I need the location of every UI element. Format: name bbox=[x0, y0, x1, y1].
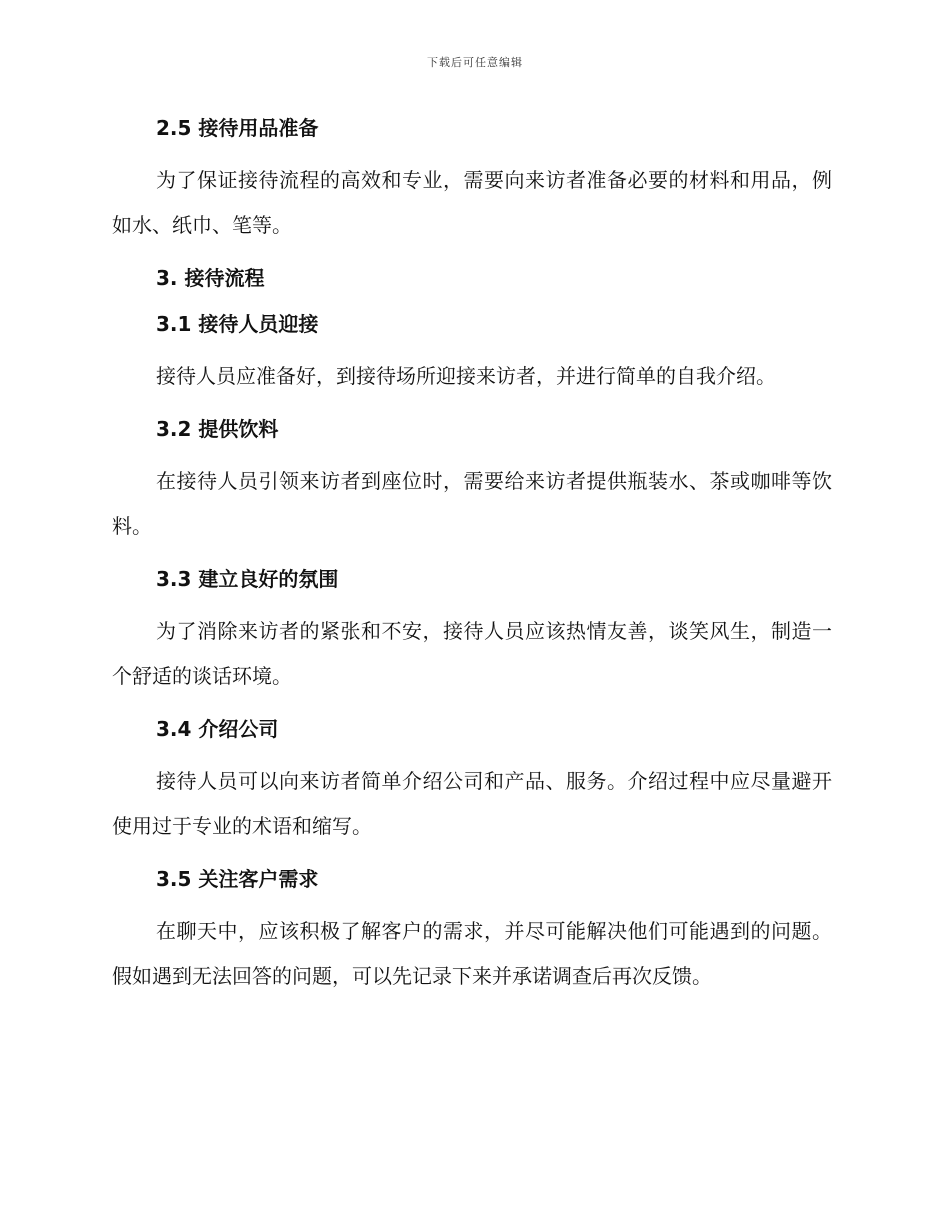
page-header: 下载后可任意编辑 bbox=[427, 56, 523, 69]
section-paragraph-3-2: 在接待人员引领来访者到座位时，需要给来访者提供瓶装水、茶或咖啡等饮料。 bbox=[112, 469, 832, 538]
section-heading-3-4: 3.4 介绍公司 bbox=[156, 717, 279, 741]
section-paragraph-3-5: 在聊天中，应该积极了解客户的需求，并尽可能解决他们可能遇到的问题。假如遇到无法回答的问题，可以先记录下来并承诺调查后再次反馈。 bbox=[112, 919, 832, 988]
section-paragraph-3-1: 接待人员应准备好，到接待场所迎接来访者，并进行简单的自我介绍。 bbox=[156, 364, 776, 388]
section-paragraph-3-3: 为了消除来访者的紧张和不安，接待人员应该热情友善，谈笑风生，制造一个舒适的谈话环境。 bbox=[112, 619, 832, 688]
section-paragraph-3-4: 接待人员可以向来访者简单介绍公司和产品、服务。介绍过程中应尽量避开使用过于专业的术语和缩写。 bbox=[112, 769, 832, 838]
section-heading-3-3: 3.3 建立良好的氛围 bbox=[156, 567, 339, 591]
section-heading-3-5: 3.5 关注客户需求 bbox=[156, 867, 319, 891]
section-heading-3: 3. 接待流程 bbox=[156, 266, 265, 290]
section-heading-3-1: 3.1 接待人员迎接 bbox=[156, 312, 319, 336]
document-body bbox=[112, 112, 832, 999]
section-heading-2-5: 2.5 接待用品准备 bbox=[156, 116, 319, 140]
section-paragraph-2-5: 为了保证接待流程的高效和专业，需要向来访者准备必要的材料和用品，例如水、纸巾、笔等。 bbox=[112, 168, 832, 237]
section-heading-3-2: 3.2 提供饮料 bbox=[156, 417, 279, 441]
